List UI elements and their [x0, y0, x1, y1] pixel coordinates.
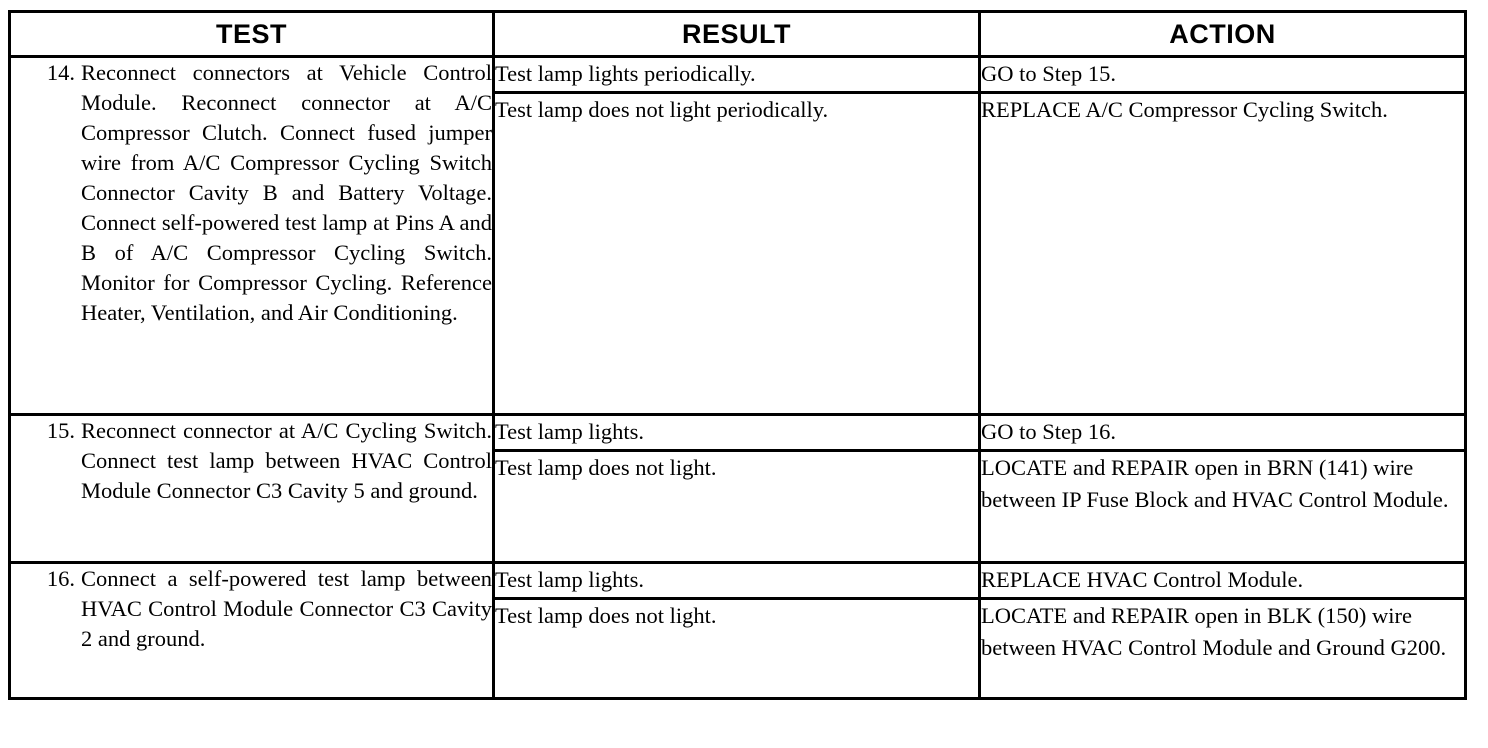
- action-cell: GO to Step 15.: [980, 57, 1466, 93]
- result-cell: Test lamp does not light.: [494, 599, 980, 699]
- step-test-text: Reconnect connector at A/C Cycling Switch. Connect test lamp between HVAC Control Module Connector C3 Cavity 5 and ground.: [81, 418, 492, 503]
- action-cell: REPLACE A/C Compressor Cycling Switch.: [980, 93, 1466, 415]
- result-cell: Test lamp does not light.: [494, 451, 980, 563]
- action-cell: LOCATE and REPAIR open in BRN (141) wire between IP Fuse Block and HVAC Control Module.: [980, 451, 1466, 563]
- step-15-test-cell: [10, 415, 494, 563]
- header-result: RESULT: [494, 12, 980, 57]
- diagnostic-table: [8, 10, 1467, 700]
- action-cell: GO to Step 16.: [980, 415, 1466, 451]
- result-cell: Test lamp does not light periodically.: [494, 93, 980, 415]
- action-cell: LOCATE and REPAIR open in BLK (150) wire between HVAC Control Module and Ground G200.: [980, 599, 1466, 699]
- result-cell: Test lamp lights periodically.: [494, 57, 980, 93]
- diagnostic-document: [8, 10, 1464, 700]
- result-cell: Test lamp lights.: [494, 563, 980, 599]
- header-action: ACTION: [980, 12, 1466, 57]
- header-row: [10, 12, 1466, 57]
- table-row: [10, 415, 1466, 451]
- step-14-test-cell: [10, 57, 494, 415]
- header-test: TEST: [10, 12, 494, 57]
- step-test-text: Connect a self-powered test lamp between HVAC Control Module Connector C3 Cavity 2 and ground.: [81, 566, 492, 651]
- step-number: 15.: [46, 418, 75, 443]
- result-cell: Test lamp lights.: [494, 415, 980, 451]
- step-number: 16.: [46, 566, 75, 591]
- action-cell: REPLACE HVAC Control Module.: [980, 563, 1466, 599]
- step-test-text: Reconnect connectors at Vehicle Control Module. Reconnect connector at A/C Compressor Clutch. Connect fused jumper wire from A/C Compressor Cycling Switch Connector Cavity B and Battery Voltage. Connect self-powered test lamp at Pins A and B of A/C Compressor Cycling Switch. Monitor for Compressor Cycling. Reference Heater, Ventilation, and Air Conditioning.: [81, 60, 492, 325]
- step-number: 14.: [46, 60, 75, 85]
- table-row: [10, 57, 1466, 93]
- table-row: [10, 563, 1466, 599]
- step-16-test-cell: [10, 563, 494, 699]
